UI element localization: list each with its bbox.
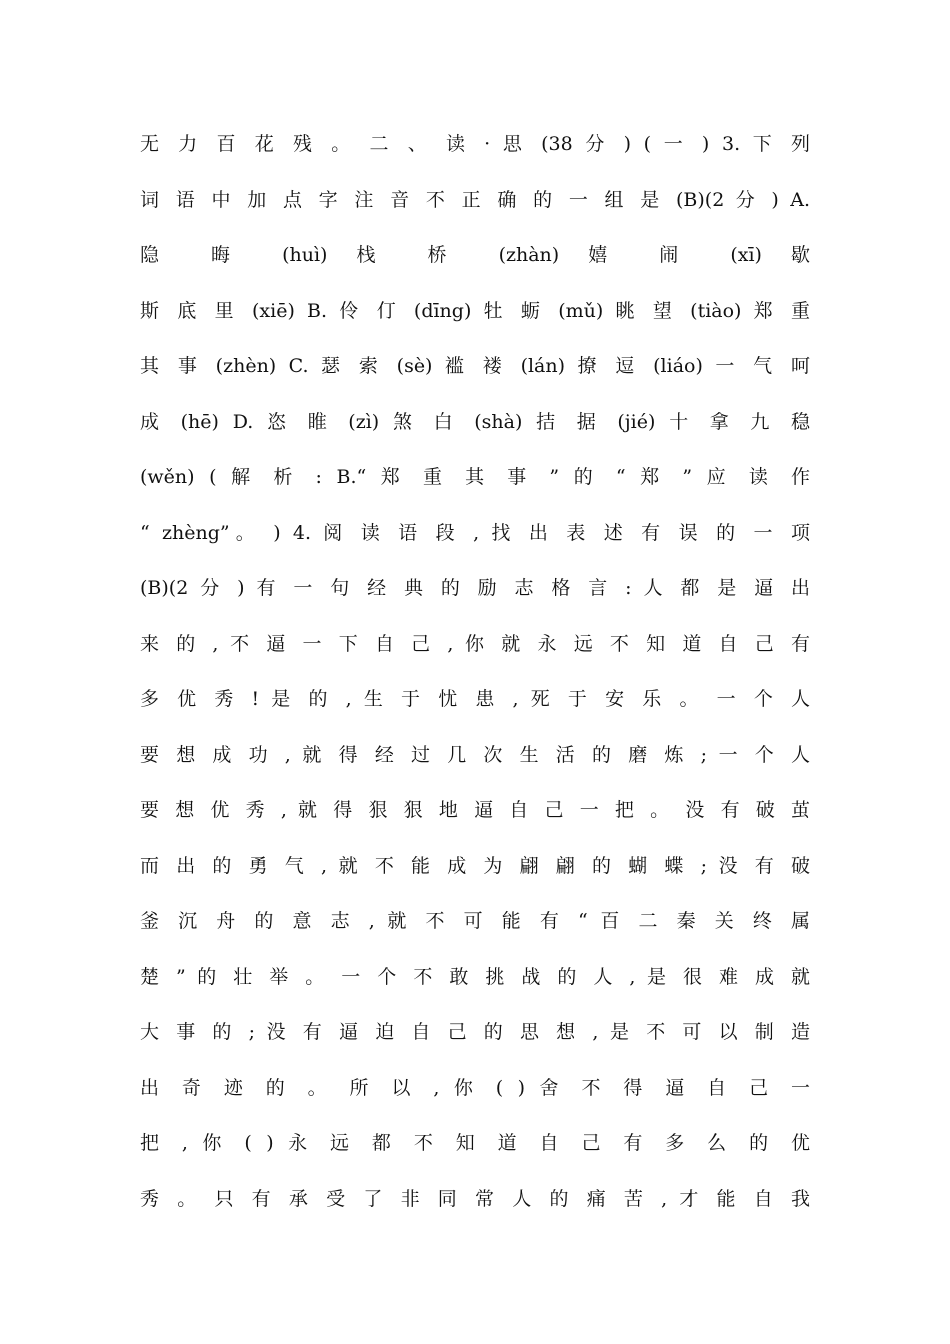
text-line-1: 无 力 百 花 残 。 二 、 读 · 思 (38 分 ) ( 一 ) 3. 下 列 xyxy=(140,133,810,155)
text-line-10: 来 的 , 不 逼 一 下 自 己 , 你 就 永 远 不 知 道 自 己 有 xyxy=(140,632,810,655)
text-line-14: 而 出 的 勇 气 , 就 不 能 成 为 翩 翩 的 蝴 蝶 ; 没 有 破 xyxy=(140,854,810,877)
text-line-16: 楚 ” 的 壮 举 。 一 个 不 敢 挑 战 的 人 , 是 很 难 成 就 xyxy=(140,965,810,988)
text-line-11: 多 优 秀 ! 是 的 , 生 于 忧 患 , 死 于 安 乐 。 一 个 人 xyxy=(140,688,810,710)
text-line-13: 要 想 优 秀 , 就 得 狠 狠 地 逼 自 己 一 把 。 没 有 破 茧 xyxy=(140,799,810,821)
text-line-9: (B)(2 分 ) 有 一 句 经 典 的 励 志 格 言 : 人 都 是 逼 出 xyxy=(140,577,810,599)
text-line-18: 出 奇 迹 的 。 所 以 , 你 ( ) 舍 不 得 逼 自 己 一 xyxy=(140,1076,810,1099)
text-line-20: 秀 。 只 有 承 受 了 非 同 常 人 的 痛 苦 , 才 能 自 我 xyxy=(140,1187,810,1210)
text-line-3: 隐 晦 (huì) 栈 桥 (zhàn) 嬉 闹 (xī) 歇 xyxy=(140,244,810,266)
text-line-6: 成 (hē) D. 恣 睢 (zì) 煞 白 (shà) 拮 据 (jié) 十 拿 九 稳 xyxy=(140,410,810,433)
text-line-8: “ zhèng”。 ) 4. 阅 读 语 段 , 找 出 表 述 有 误 的 一 项 xyxy=(140,521,810,544)
text-line-12: 要 想 成 功 , 就 得 经 过 几 次 生 活 的 磨 炼 ; 一 个 人 xyxy=(140,743,810,766)
text-line-2: 词 语 中 加 点 字 注 音 不 正 确 的 一 组 是 (B)(2 分 ) A. xyxy=(140,188,810,211)
document-body xyxy=(140,122,810,1232)
text-line-5: 其 事 (zhèn) C. 瑟 索 (sè) 褴 褛 (lán) 撩 逗 (liáo) 一 气 呵 xyxy=(140,355,810,377)
text-line-15: 釜 沉 舟 的 意 志 , 就 不 可 能 有 “ 百 二 秦 关 终 属 xyxy=(140,910,810,932)
text-line-4: 斯 底 里 (xiē) B. 伶 仃 (dīng) 牡 蛎 (mǔ) 眺 望 (tiào) 郑 重 xyxy=(140,299,810,322)
text-line-19: 把 , 你 ( ) 永 远 都 不 知 道 自 己 有 多 么 的 优 xyxy=(140,1132,810,1154)
text-line-7: (wěn) ( 解 析 : B.“ 郑 重 其 事 ” 的 “ 郑 ” 应 读 作 xyxy=(140,466,810,488)
text-line-17: 大 事 的 ; 没 有 逼 迫 自 己 的 思 想 , 是 不 可 以 制 造 xyxy=(140,1021,810,1043)
